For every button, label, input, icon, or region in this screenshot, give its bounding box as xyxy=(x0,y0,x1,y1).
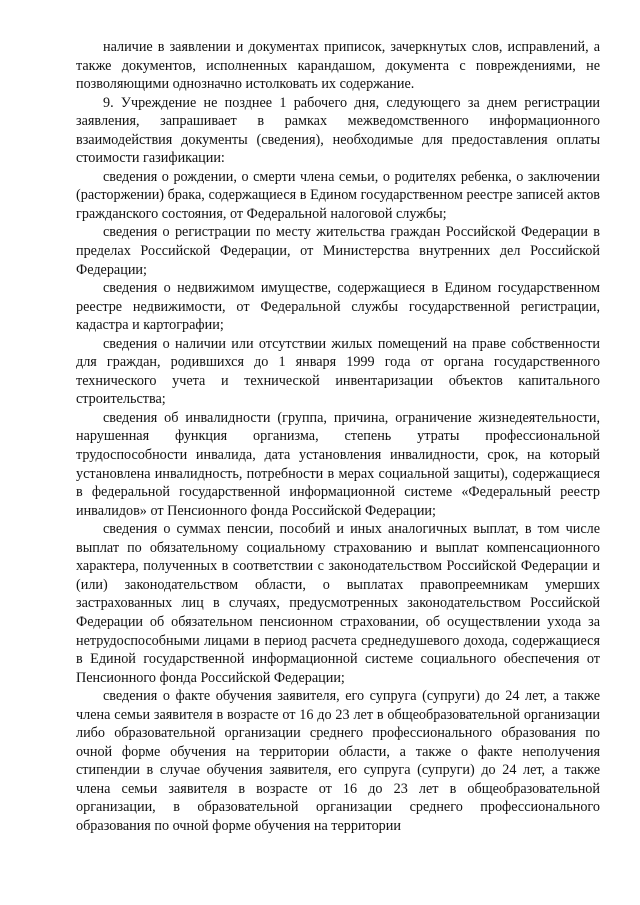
paragraph-education: сведения о факте обучения заявителя, его супруга (супруги) до 24 лет, а также члена семьи заявителя в возрасте от 16 до 23 лет в общеобразовательной организации либо образовательной организации среднего профессионального образования по очной форме обучения на территории области, а также о факте неполучения стипендии в случае обучения заявителя, его супруга (супруги) до 24 лет, а также члена семьи заявителя в возрасте от 16 до 23 лет в общеобразовательной организации, в образовательной организации среднего профессионального образования по очной форме обучения на территории xyxy=(76,688,600,834)
paragraph-real-estate: сведения о недвижимом имуществе, содержащиеся в Едином государственном реестре недвижимости, от Федеральной службы государственной регистрации, кадастра и картографии; xyxy=(76,280,600,334)
paragraph-item-9: 9. Учреждение не позднее 1 рабочего дня, следующего за днем регистрации заявления, запрашивает в рамках межведомственного информационного взаимодействия документы (сведения), необходимые для предоставления оплаты стоимости газификации: xyxy=(76,94,600,167)
paragraph-document-defects: наличие в заявлении и документах приписок, зачеркнутых слов, исправлений, а также документов, исполненных карандашом, документа с повреждениями, не позволяющими однозначно истолковать их содержание. xyxy=(76,39,600,93)
paragraph-housing-ownership: сведения о наличии или отсутствии жилых помещений на праве собственности для граждан, родившихся до 1 января 1999 года от органа государственного технического учета и технической инвентаризации объектов капитального строительства; xyxy=(76,335,600,408)
paragraph-residence-registration: сведения о регистрации по месту жительства граждан Российской Федерации в пределах Российской Федерации, от Министерства внутренних дел Российской Федерации; xyxy=(76,224,600,278)
paragraph-civil-status-records: сведения о рождении, о смерти члена семьи, о родителях ребенка, о заключении (расторжении) брака, содержащиеся в Едином государственном реестре записей актов гражданского состояния, от Федеральной налоговой службы; xyxy=(76,168,600,222)
paragraph-pension-payments: сведения о суммах пенсии, пособий и иных аналогичных выплат, в том числе выплат по обязательному социальному страхованию и выплат компенсационного характера, полученных в соответствии с законодательством Российской Федерации и (или) законодательством области, о выплатах правопреемникам умерших застрахованных лиц в случаях, предусмотренных законодательством Российской Федерации об обязательном пенсионном страховании, об осуществлении ухода за нетрудоспособными лицами в период расчета среднедушевого дохода, содержащиеся в Единой государственной информационной системе социального обеспечения от Пенсионного фонда Российской Федерации; xyxy=(76,521,600,686)
document-page xyxy=(76,38,600,836)
paragraph-disability: сведения об инвалидности (группа, причина, ограничение жизнедеятельности, нарушенная функция организма, степень утраты профессиональной трудоспособности инвалида, дата установления инвалидности, срок, на который установлена инвалидность, потребности в мерах социальной защиты), содержащиеся в федеральной государственной информационной системе «Федеральный реестр инвалидов» от Пенсионного фонда Российской Федерации; xyxy=(76,409,600,519)
